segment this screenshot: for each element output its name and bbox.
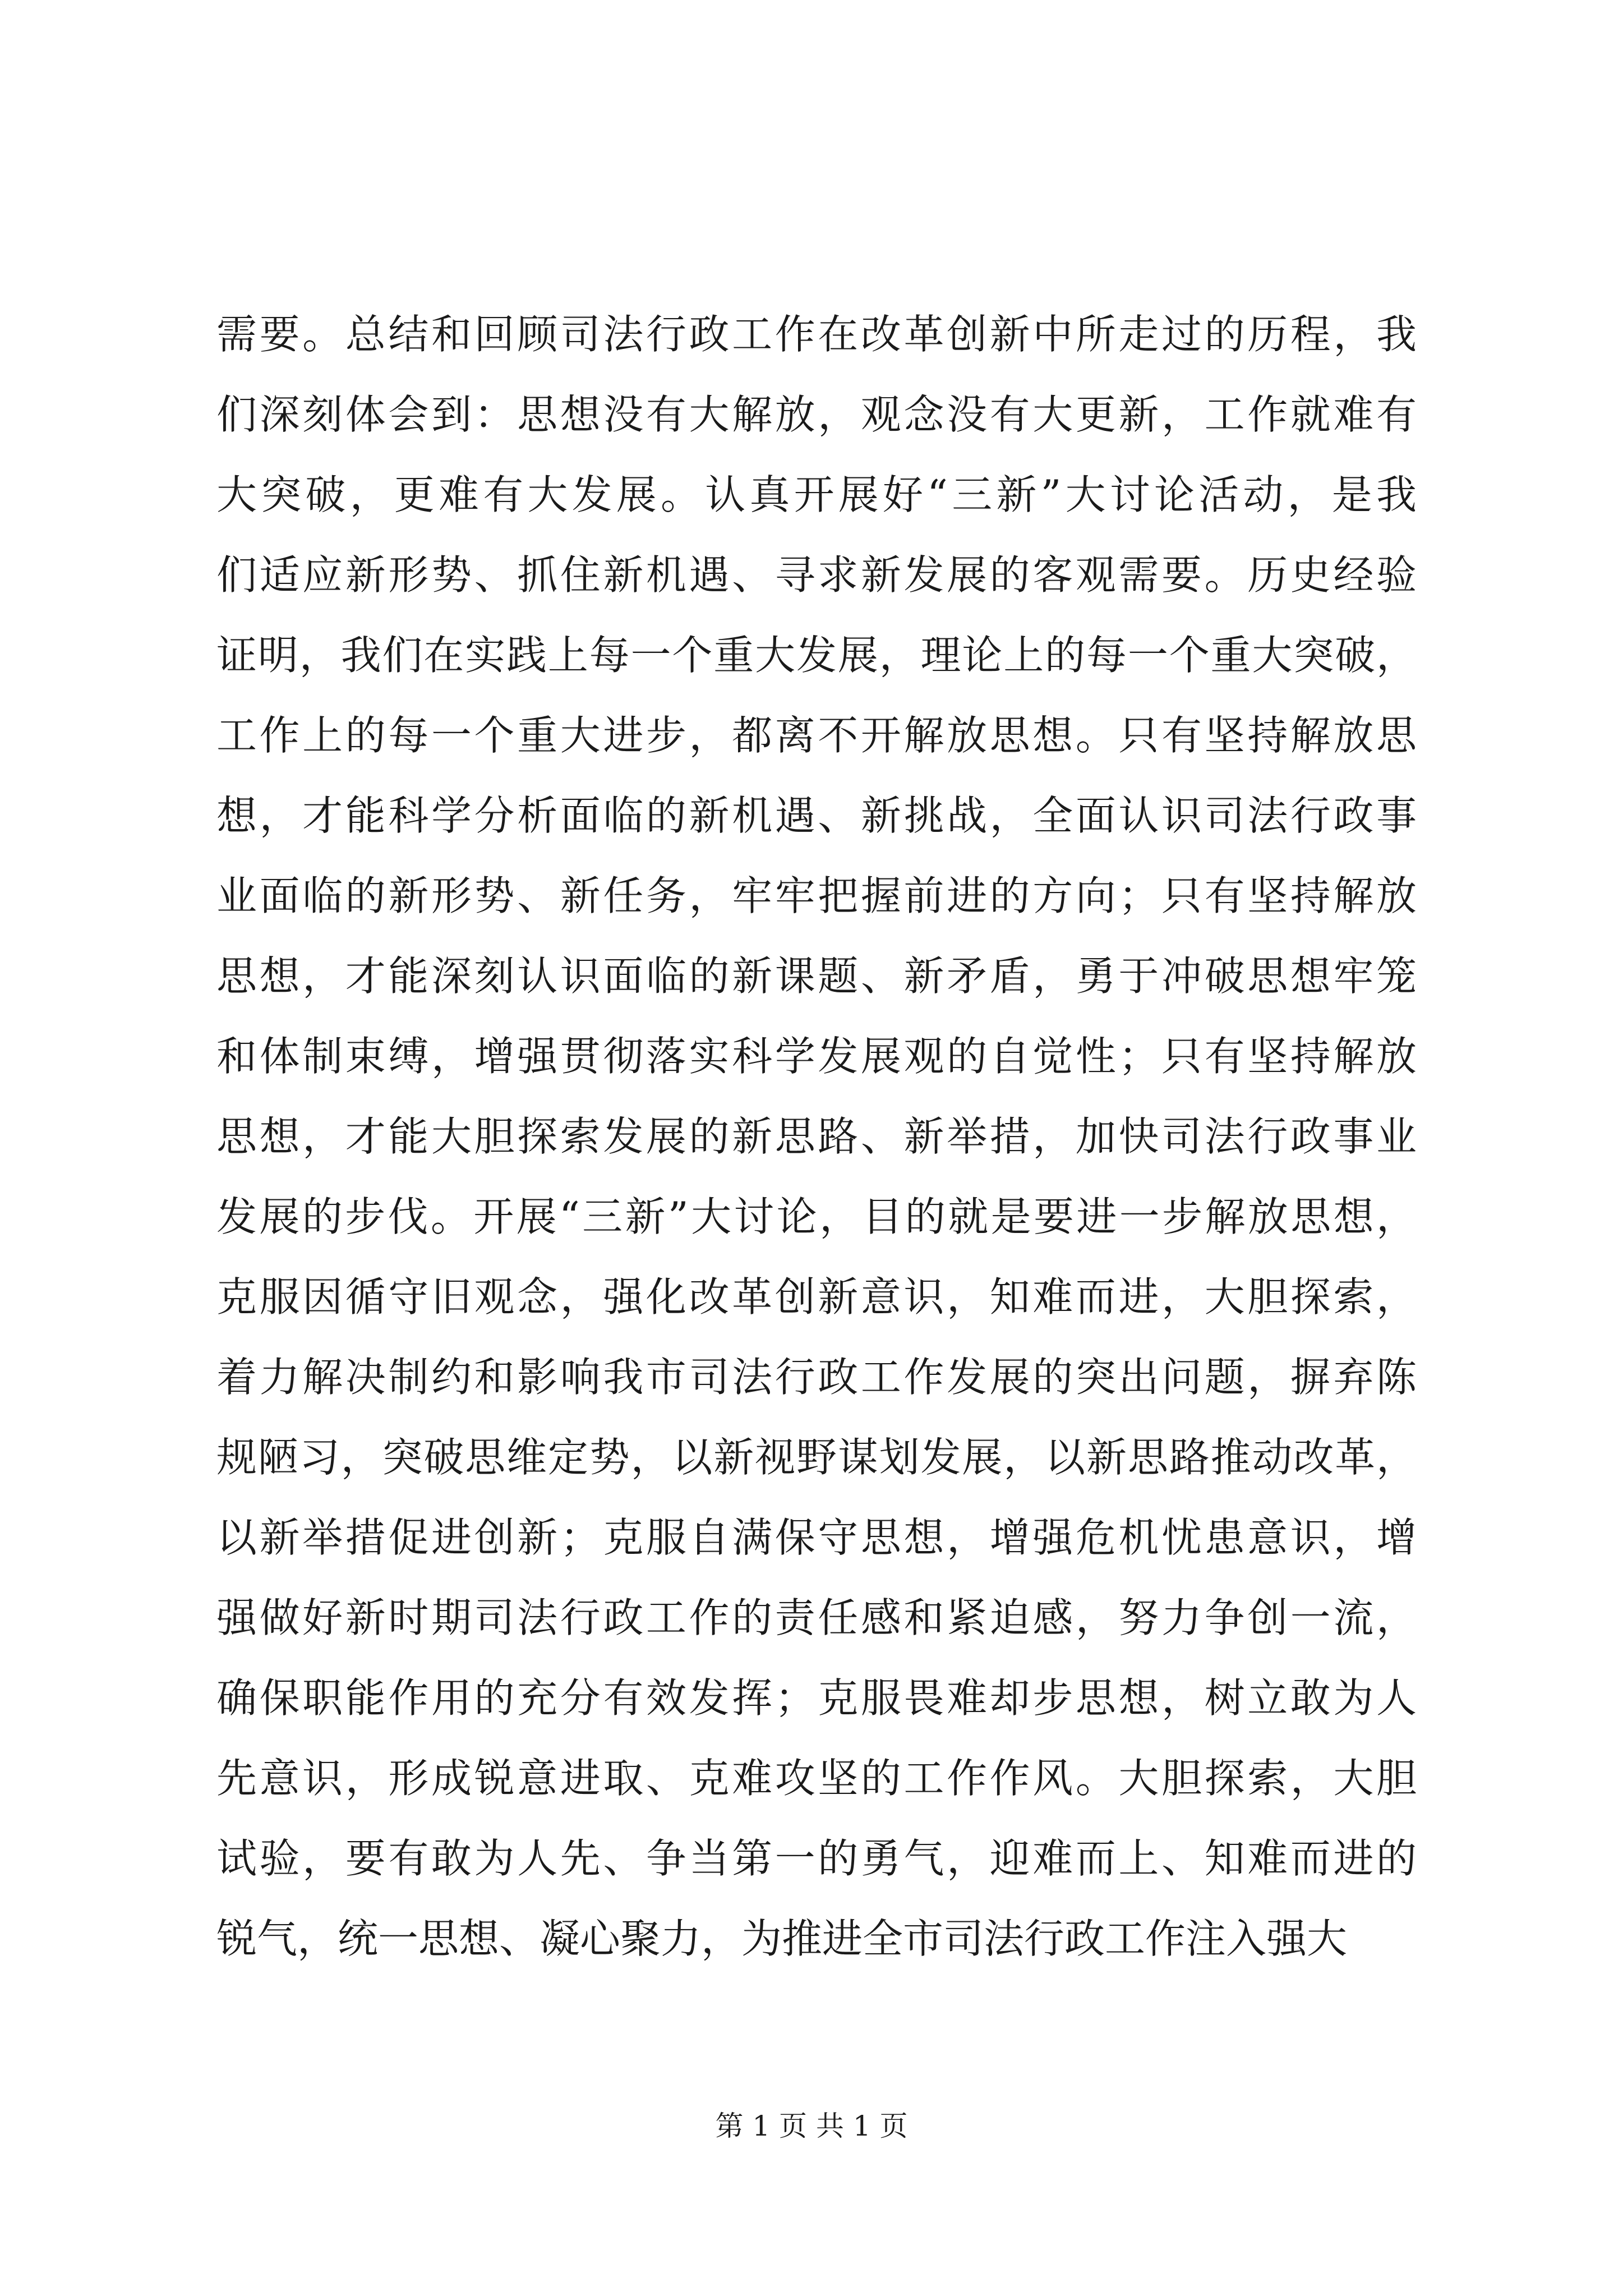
- text-line: 业面临的新形势、新任务，牢牢把握前进的方向；只有坚持解放: [216, 872, 1417, 919]
- text-line: 以新举措促进创新；克服自满保守思想，增强危机忧患意识，增: [216, 1514, 1417, 1561]
- text-line: 思想，才能大胆探索发展的新思路、新举措，加快司法行政事业: [216, 1113, 1417, 1160]
- text-line: 想，才能科学分析面临的新机遇、新挑战，全面认识司法行政事: [216, 792, 1417, 839]
- text-line: 先意识，形成锐意进取、克难攻坚的工作作风。大胆探索，大胆: [216, 1755, 1417, 1802]
- text-line: 发展的步伐。开展“三新”大讨论，目的就是要进一步解放思想，: [216, 1193, 1417, 1240]
- page-number: 第 1 页 共 1 页: [715, 2110, 908, 2142]
- text-line: 强做好新时期司法行政工作的责任感和紧迫感，努力争创一流，: [216, 1594, 1417, 1641]
- page-footer: [0, 2106, 1623, 2146]
- text-line: 试验，要有敢为人先、争当第一的勇气，迎难而上、知难而进的: [216, 1835, 1417, 1882]
- text-line: 确保职能作用的充分有效发挥；克服畏难却步思想，树立敢为人: [216, 1674, 1417, 1722]
- text-line: 大突破，更难有大发展。认真开展好“三新”大讨论活动，是我: [216, 471, 1417, 518]
- body-text: [216, 295, 1417, 1979]
- text-line: 需要。总结和回顾司法行政工作在改革创新中所走过的历程，我: [216, 311, 1417, 358]
- text-line: 和体制束缚，增强贯彻落实科学发展观的自觉性；只有坚持解放: [216, 1033, 1417, 1080]
- text-line: 证明，我们在实践上每一个重大发展，理论上的每一个重大突破，: [216, 632, 1417, 679]
- text-line: 克服因循守旧观念，强化改革创新意识，知难而进，大胆探索，: [216, 1273, 1417, 1320]
- text-line: 工作上的每一个重大进步，都离不开解放思想。只有坚持解放思: [216, 712, 1417, 759]
- text-line: 们适应新形势、抓住新机遇、寻求新发展的客观需要。历史经验: [216, 551, 1417, 599]
- text-line: 规陋习，突破思维定势，以新视野谋划发展，以新思路推动改革，: [216, 1434, 1417, 1481]
- text-line: 锐气，统一思想、凝心聚力，为推进全市司法行政工作注入强大: [216, 1915, 1348, 1962]
- text-line: 思想，才能深刻认识面临的新课题、新矛盾，勇于冲破思想牢笼: [216, 953, 1417, 1000]
- text-line: 着力解决制约和影响我市司法行政工作发展的突出问题，摒弃陈: [216, 1354, 1417, 1401]
- text-line: 们深刻体会到：思想没有大解放，观念没有大更新，工作就难有: [216, 391, 1417, 438]
